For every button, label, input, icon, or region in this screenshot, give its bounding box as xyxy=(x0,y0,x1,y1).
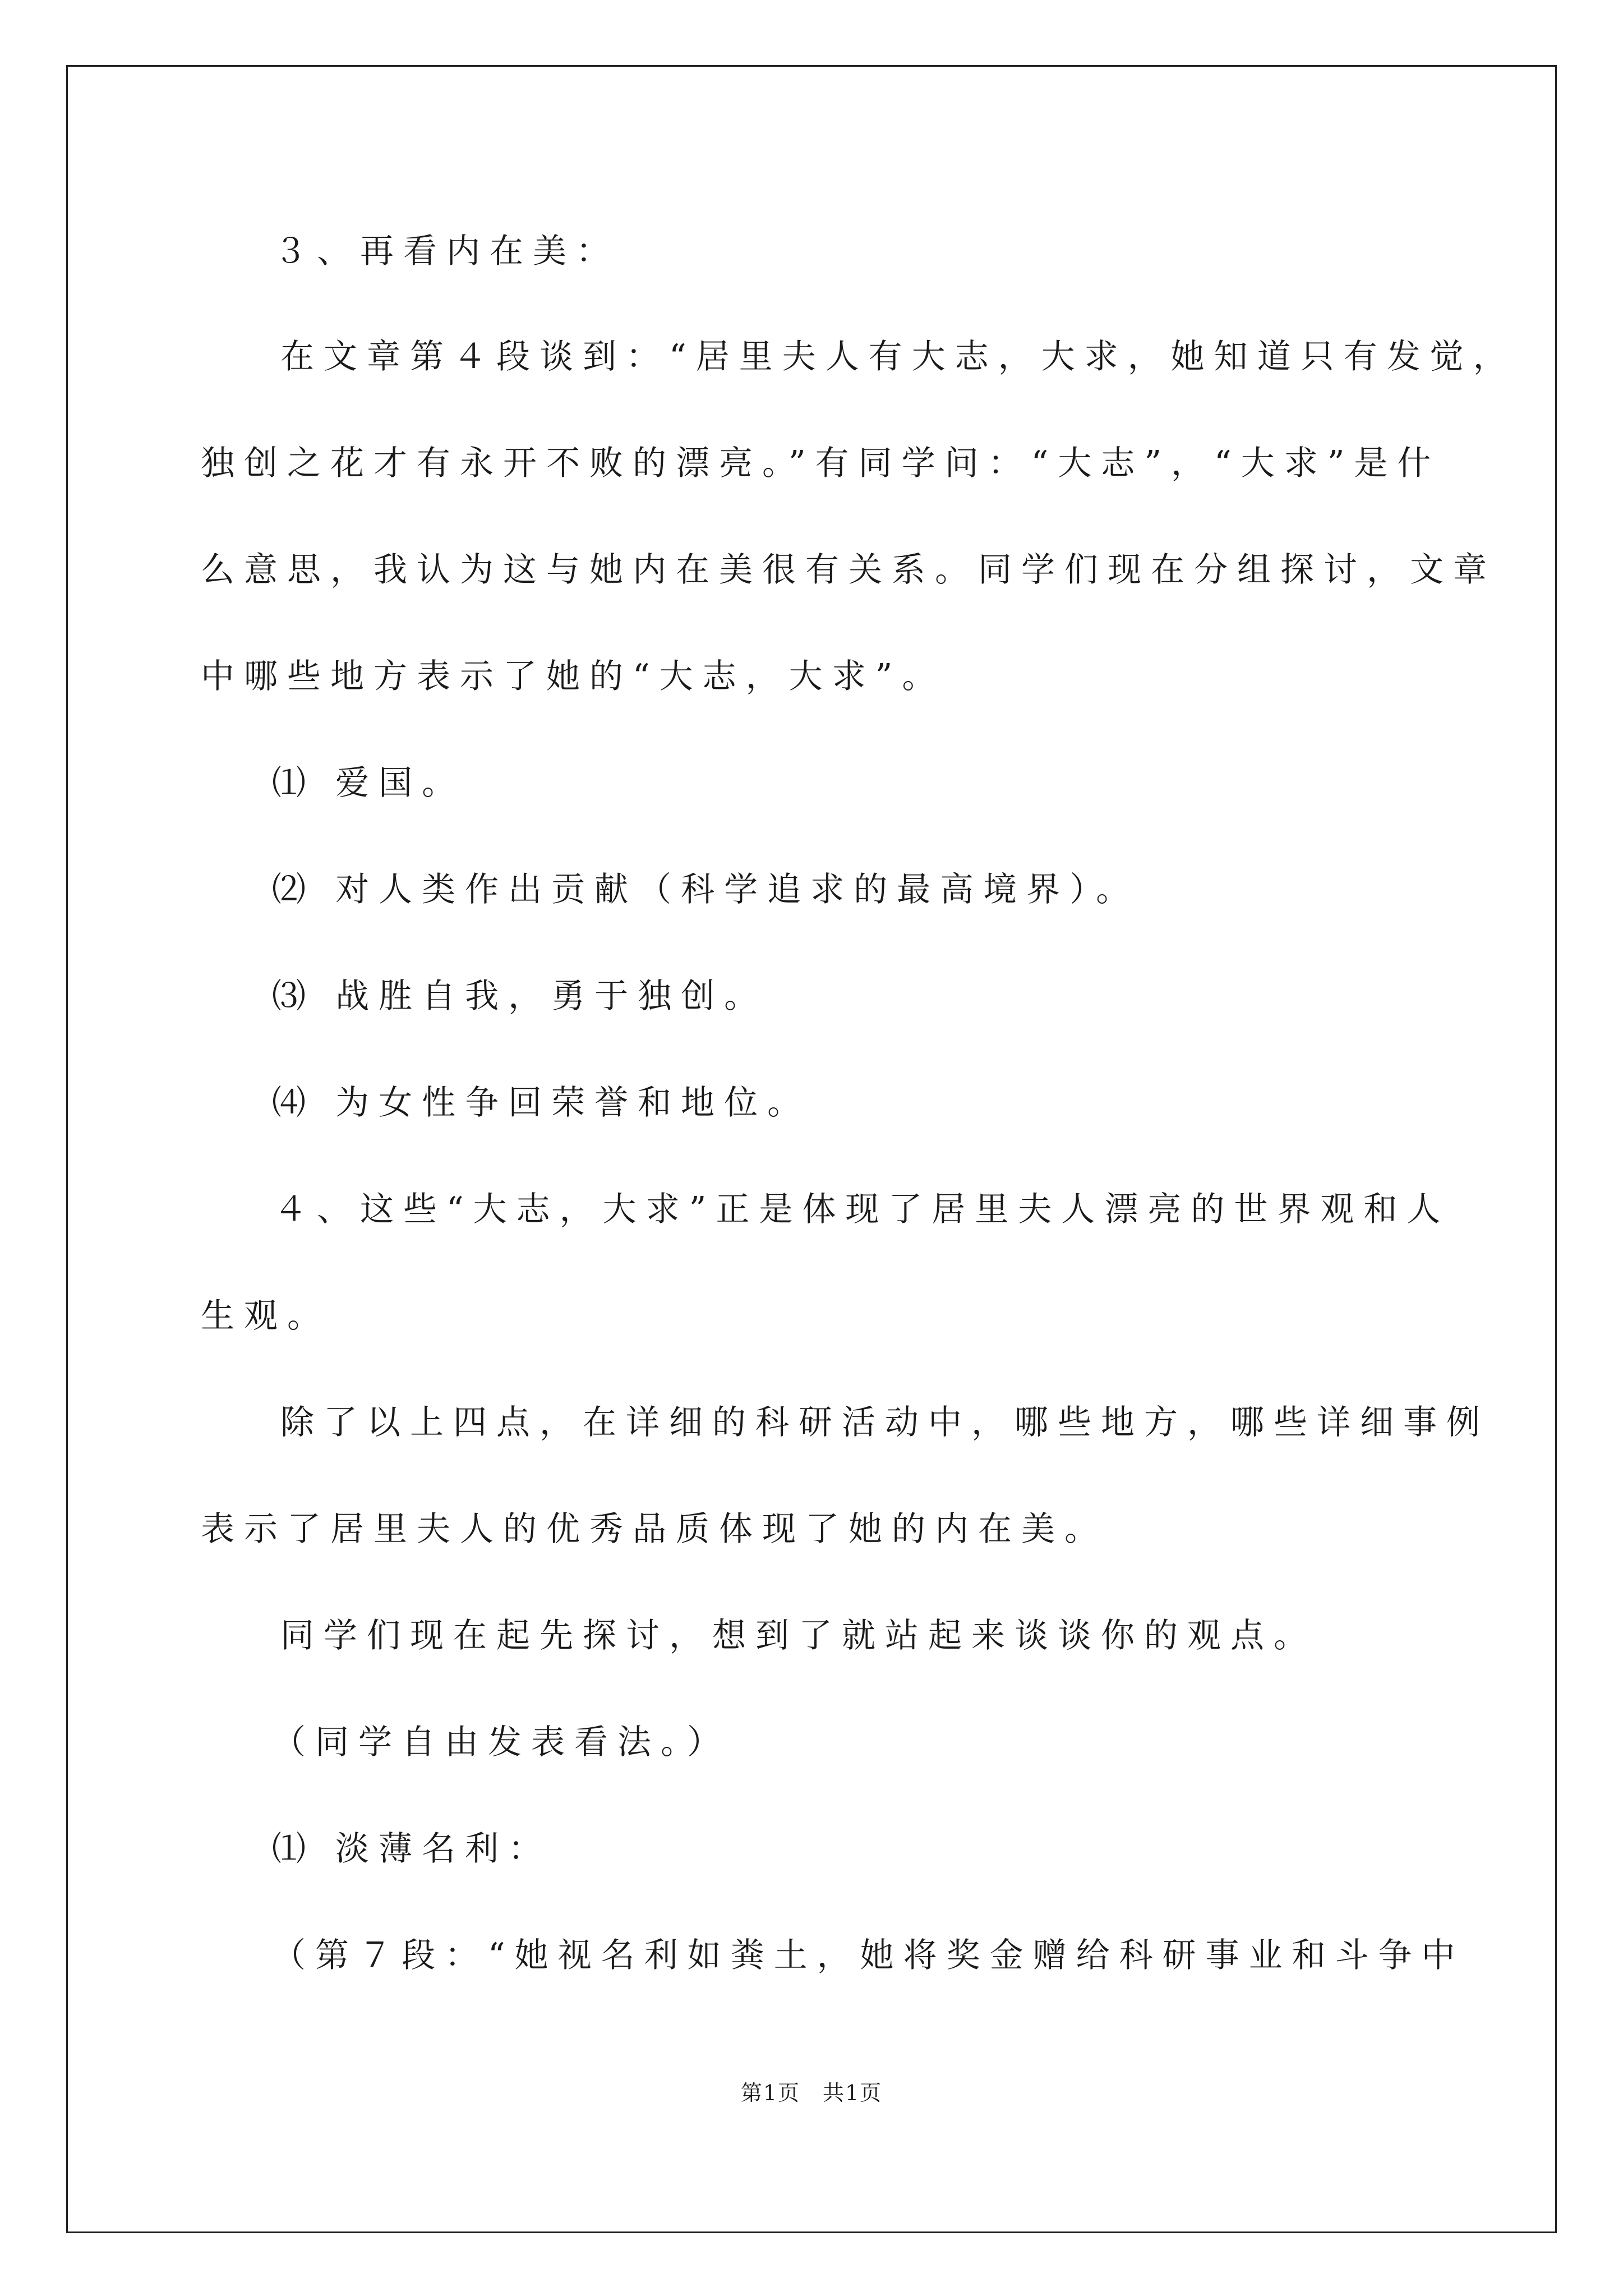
paragraph-line: （同学自由发表看法。） xyxy=(272,1723,730,1762)
list-item: ⑵ 对人类作出贡献（科学追求的最高境界）。 xyxy=(272,870,1140,909)
paragraph-line: 除了以上四点，在详细的科研活动中，哪些地方，哪些详细事例 xyxy=(280,1403,1490,1442)
paragraph-line: 同学们现在起先探讨，想到了就站起来谈谈你的观点。 xyxy=(280,1616,1317,1655)
list-item: ⑴ 淡薄名利： xyxy=(272,1829,552,1869)
list-item: ⑶ 战胜自我，勇于独创。 xyxy=(272,977,768,1016)
paragraph-line: 独创之花才有永开不败的漂亮。”有同学问：“大志”，“大求”是什 xyxy=(201,444,1441,483)
section-heading-3: ３、再看内在美： xyxy=(274,232,619,271)
list-item: ⑷ 为女性争回荣誉和地位。 xyxy=(272,1083,811,1122)
paragraph-line: 么意思，我认为这与她内在美很有关系。同学们现在分组探讨，文章 xyxy=(201,550,1496,590)
paragraph-line: 表示了居里夫人的优秀品质体现了她的内在美。 xyxy=(201,1510,1108,1549)
paragraph-line: （第７段：“她视名利如粪土，她将奖金赠给科研事业和斗争中 xyxy=(272,1936,1465,1975)
list-item: ⑴ 爱国。 xyxy=(272,763,465,803)
paragraph-line: 生观。 xyxy=(201,1296,330,1336)
page-footer: 第1页 共1页 xyxy=(740,2081,883,2105)
page-border xyxy=(66,65,1557,2233)
paragraph-line: 中哪些地方表示了她的“大志，大求”。 xyxy=(201,657,946,696)
section-heading-4: ４、这些“大志，大求”正是体现了居里夫人漂亮的世界观和人 xyxy=(274,1190,1450,1229)
paragraph-line: 在文章第４段谈到：“居里夫人有大志，大求，她知道只有发觉， xyxy=(280,337,1516,376)
